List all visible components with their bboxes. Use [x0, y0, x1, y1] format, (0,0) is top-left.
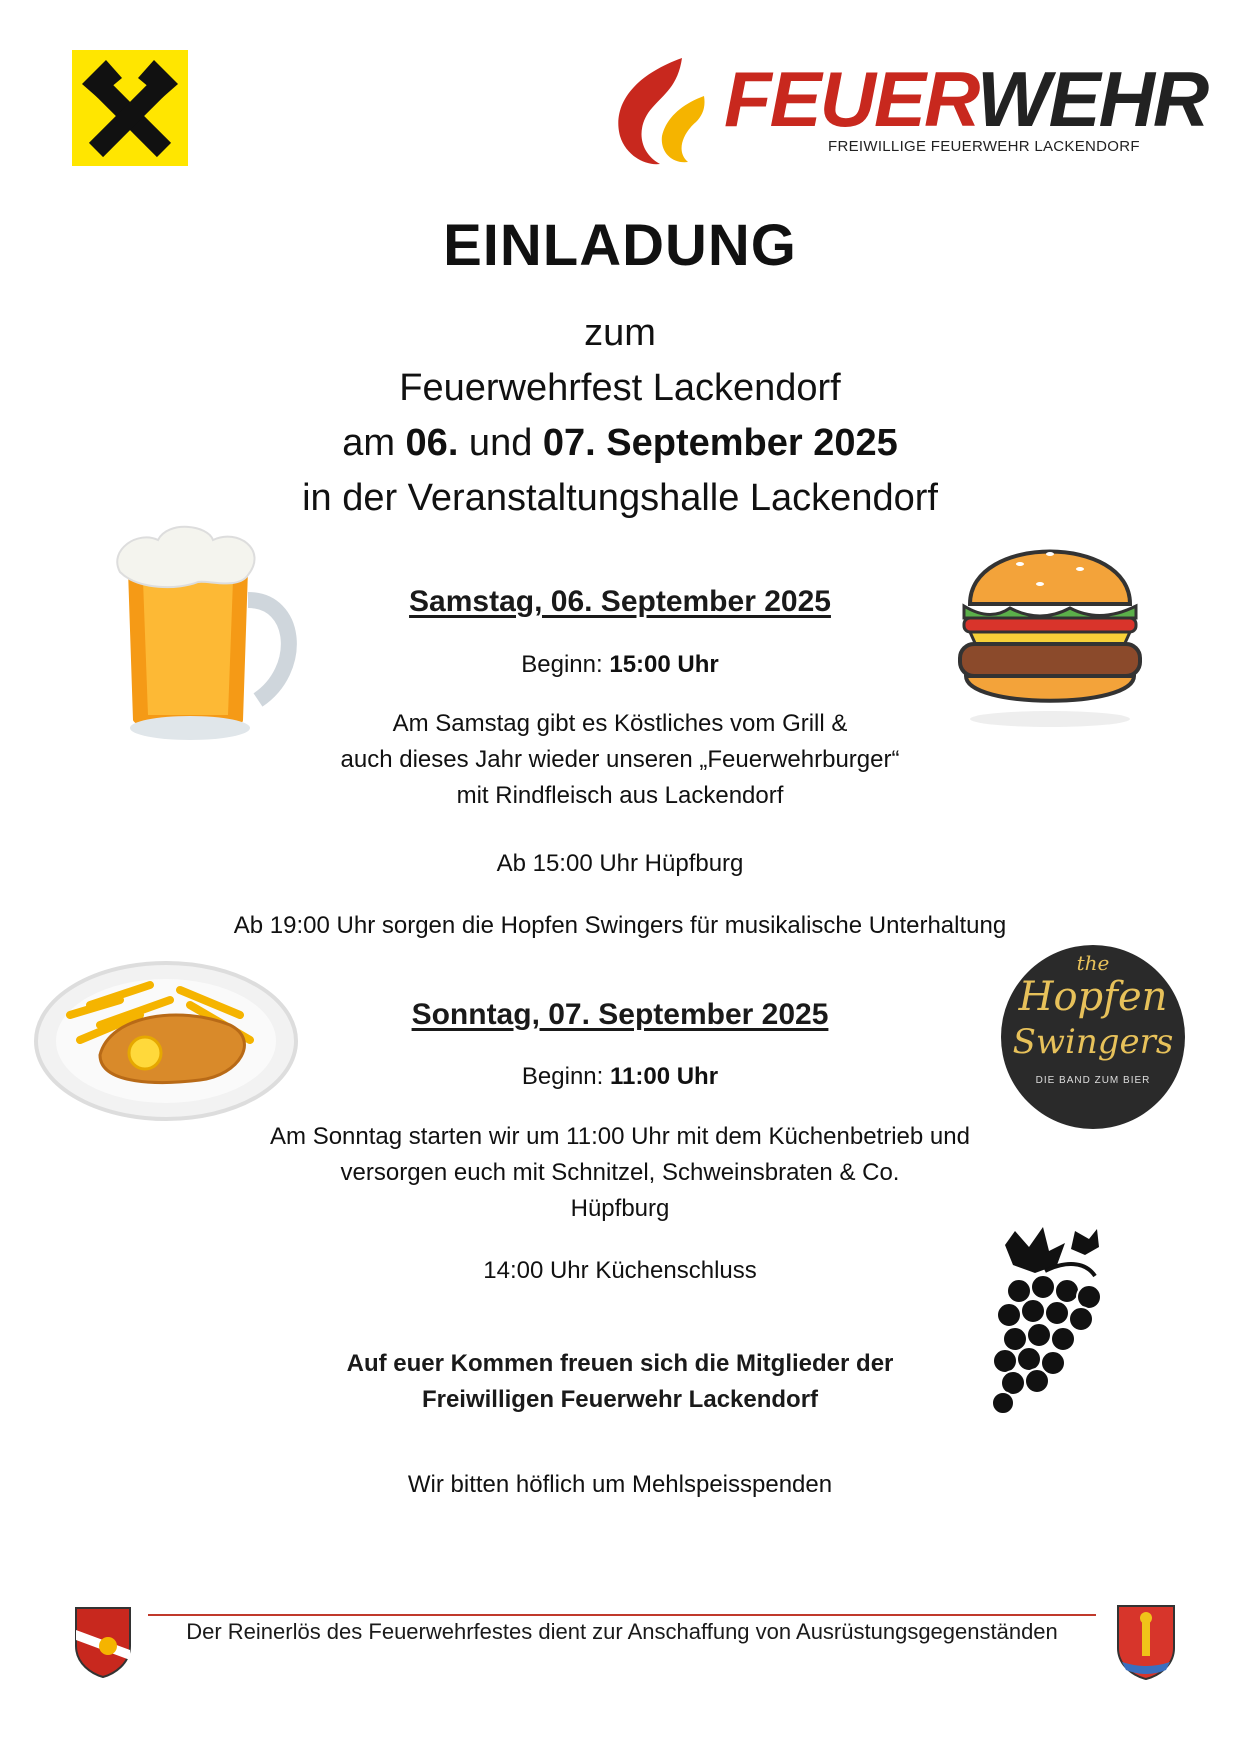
saturday-begin-label: Beginn: [521, 651, 610, 678]
sunday-desc-line: Hüpfburg [570, 1195, 670, 1222]
closing-line: Freiwilligen Feuerwehr Lackendorf [421, 1386, 819, 1413]
saturday-heading: Samstag, 06. September 2025 [409, 585, 831, 618]
beer-mug-icon [98, 520, 308, 760]
page-title: EINLADUNG [443, 213, 797, 278]
feuerwehr-emblem-icon [74, 1606, 132, 1678]
sunday-kitchen-close: 14:00 Uhr Küchenschluss [483, 1257, 757, 1284]
intro-day1: 06. [405, 422, 459, 464]
saturday-begin-time: 15:00 Uhr [609, 651, 719, 678]
grapes-icon [985, 1221, 1121, 1417]
schnitzel-plate-icon [30, 945, 302, 1130]
intro-und: und [458, 422, 543, 464]
closing-line: Auf euer Kommen freuen sich die Mitglieder der [346, 1350, 894, 1377]
brand-subtitle: FREIWILLIGE FEUERWEHR LACKENDORF [828, 138, 1140, 155]
brand-word-dark: WEHR [976, 55, 1208, 143]
band-logo-hopfen: Hopfen [1018, 974, 1168, 1020]
feuerwehr-logo [612, 55, 1208, 166]
sunday-begin-time: 11:00 Uhr [610, 1063, 719, 1090]
saturday-hupfburg: Ab 15:00 Uhr Hüpfburg [496, 850, 744, 877]
saturday-desc-line: auch dieses Jahr wieder unseren „Feuerwehrburger“ [340, 746, 900, 773]
raiffeisen-logo-icon [72, 50, 188, 166]
saturday-desc-line: Am Samstag gibt es Köstliches vom Grill & [392, 710, 848, 737]
intro-day2: 07. September 2025 [542, 422, 898, 464]
sunday-begin-label: Beginn: [521, 1063, 610, 1090]
footer-text: Der Reinerlös des Feuerwehrfestes dient zur Anschaffung von Ausrüstungsgegenständen [186, 1619, 1058, 1644]
donation-request: Wir bitten höflich um Mehlspeisspenden [407, 1471, 833, 1498]
sunday-desc-line: Am Sonntag starten wir um 11:00 Uhr mit dem Küchenbetrieb und [270, 1123, 970, 1150]
intro-line-4: in der Veranstaltungshalle Lackendorf [302, 477, 938, 519]
sunday-desc-line: versorgen euch mit Schnitzel, Schweinsbraten & Co. [340, 1159, 900, 1186]
band-logo-tagline: DIE BAND ZUM BIER [1035, 1075, 1151, 1086]
saturday-desc-line: mit Rindfleisch aus Lackendorf [456, 782, 784, 809]
footer-divider [148, 1614, 1096, 1616]
sunday-heading: Sonntag, 07. September 2025 [411, 998, 829, 1031]
band-logo-the: the [1076, 951, 1110, 975]
brand-word-red: FEUER [724, 55, 977, 143]
intro-line-2: Feuerwehrfest Lackendorf [399, 367, 841, 409]
burger-icon [950, 514, 1150, 734]
saturday-music: Ab 19:00 Uhr sorgen die Hopfen Swingers für musikalische Unterhaltung [233, 912, 1007, 939]
intro-line-1: zum [584, 312, 656, 354]
intro-line-3 [0, 422, 1240, 465]
lackendorf-coat-of-arms-icon [1116, 1604, 1176, 1680]
flame-icon [612, 56, 712, 166]
band-logo-swingers: Swingers [1012, 1022, 1174, 1062]
intro-am: am [342, 422, 406, 464]
hopfen-swingers-logo [993, 937, 1193, 1137]
